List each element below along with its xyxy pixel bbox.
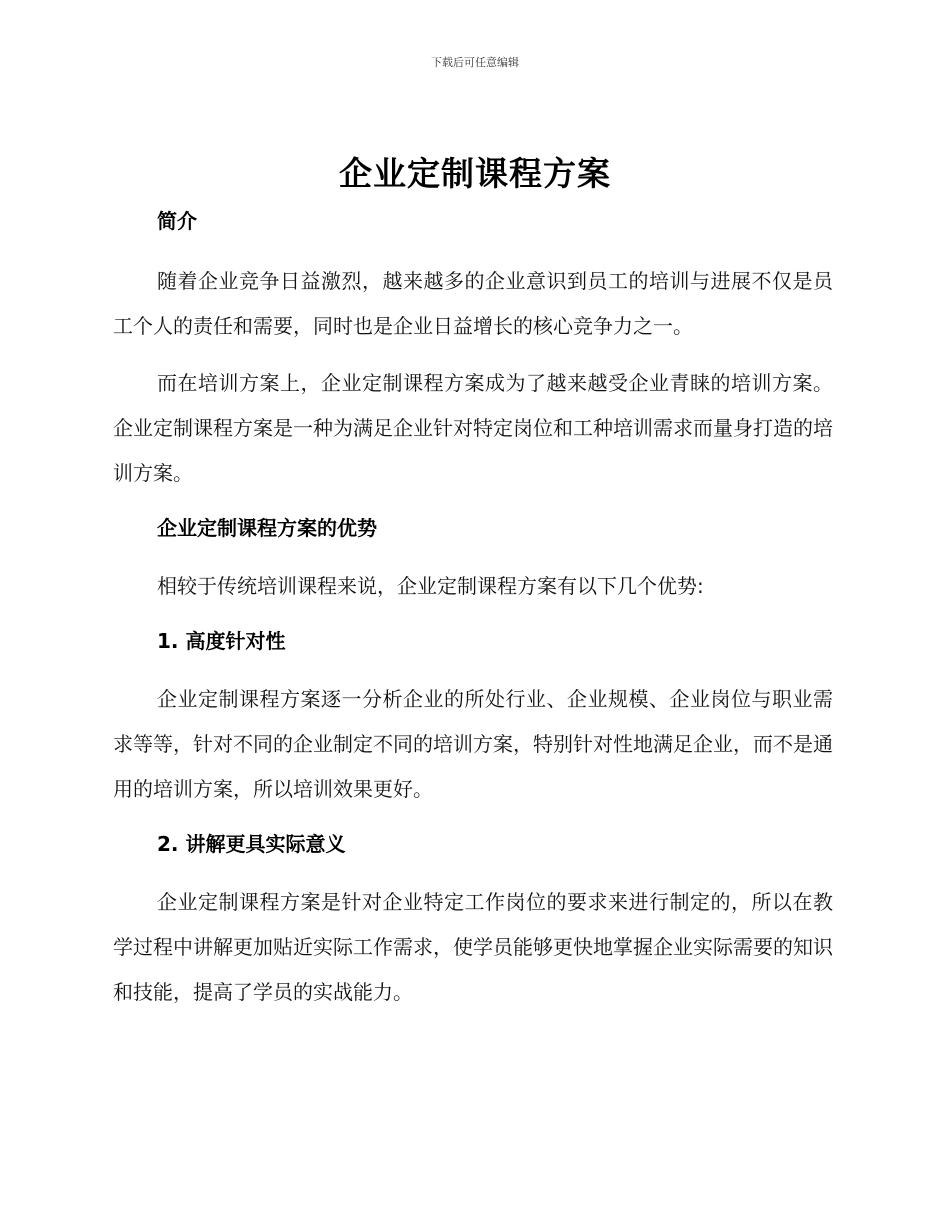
point-2-heading: 2. 讲解更具实际意义 <box>157 832 346 856</box>
point-1-paragraph: 企业定制课程方案逐一分析企业的所处行业、企业规模、企业岗位与职业需求等等，针对不同的企业制定不同的培训方案，特别针对性地满足企业，而不是通用的培训方案，所以培训效果更好。 <box>113 687 833 801</box>
intro-paragraph-1: 随着企业竞争日益激烈，越来越多的企业意识到员工的培训与进展不仅是员工个人的责任和需要，同时也是企业日益增长的核心竞争力之一。 <box>113 269 833 338</box>
header-note: 下载后可任意编辑 <box>431 56 519 69</box>
point-2-paragraph: 企业定制课程方案是针对企业特定工作岗位的要求来进行制定的，所以在教学过程中讲解更加贴近实际工作需求，使学员能够更快地掌握企业实际需要的知识和技能，提高了学员的实战能力。 <box>113 890 833 1004</box>
intro-heading: 简介 <box>157 209 197 233</box>
document-body <box>113 203 833 1015</box>
advantage-heading: 企业定制课程方案的优势 <box>157 516 377 540</box>
document-title: 企业定制课程方案 <box>339 154 611 193</box>
advantage-paragraph: 相较于传统培训课程来说，企业定制课程方案有以下几个优势: <box>157 574 704 598</box>
intro-paragraph-2: 而在培训方案上，企业定制课程方案成为了越来越受企业青睐的培训方案。企业定制课程方案是一种为满足企业针对特定岗位和工种培训需求而量身打造的培训方案。 <box>113 371 833 485</box>
point-1-heading: 1. 高度针对性 <box>157 629 286 653</box>
